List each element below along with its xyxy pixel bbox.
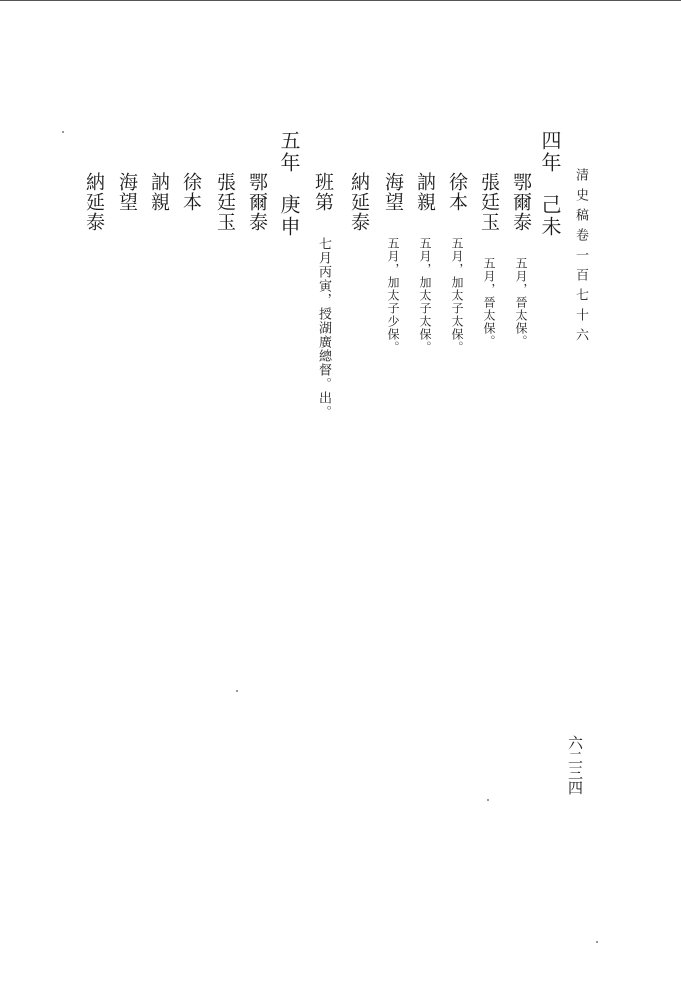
entry-row <box>383 172 402 354</box>
official-name: 訥親 <box>148 172 170 212</box>
scan-speck <box>487 799 489 801</box>
official-name: 張廷玉 <box>214 172 236 232</box>
official-name: 納延泰 <box>83 172 105 232</box>
official-name: 納延泰 <box>348 172 370 232</box>
entry-row <box>447 172 466 354</box>
entry-row <box>511 172 530 348</box>
scan-speck <box>236 690 238 692</box>
cyclical-label: 己未 <box>538 194 562 238</box>
entry-note: 七月丙寅，授湖廣總督。出。 <box>316 237 331 419</box>
official-name: 張廷玉 <box>478 172 500 232</box>
cyclical-label: 庚申 <box>277 194 301 238</box>
top-border-rule <box>0 0 681 1</box>
entry-row <box>349 172 368 232</box>
entry-note: 五月，加太子少保。 <box>386 237 400 354</box>
official-name: 海望 <box>116 172 138 212</box>
scan-speck <box>62 131 64 133</box>
official-name: 鄂爾泰 <box>510 172 532 232</box>
official-name: 徐本 <box>446 172 468 212</box>
official-name: 班第 <box>312 172 334 212</box>
entry-row <box>415 172 434 354</box>
year-label: 四年 <box>538 130 562 174</box>
page-number: 六二三四 <box>566 735 584 795</box>
official-name: 鄂爾泰 <box>246 172 268 232</box>
entry-row <box>313 172 332 419</box>
entry-note: 五月，加太子太保。 <box>418 237 432 354</box>
entry-row <box>479 172 498 348</box>
entry-note: 五月，晉太保。 <box>514 257 528 348</box>
year-heading-4 <box>540 130 560 238</box>
official-name: 徐本 <box>180 172 202 212</box>
entry-note: 五月，加太子太保。 <box>450 237 464 354</box>
year-heading-5 <box>279 130 299 238</box>
running-title: 清史稿卷一百七十六 <box>573 168 588 348</box>
official-name: 海望 <box>382 172 404 212</box>
official-name: 訥親 <box>414 172 436 212</box>
year-label: 五年 <box>277 130 301 174</box>
entry-note: 五月，晉太保。 <box>482 257 496 348</box>
scan-speck <box>596 941 598 943</box>
